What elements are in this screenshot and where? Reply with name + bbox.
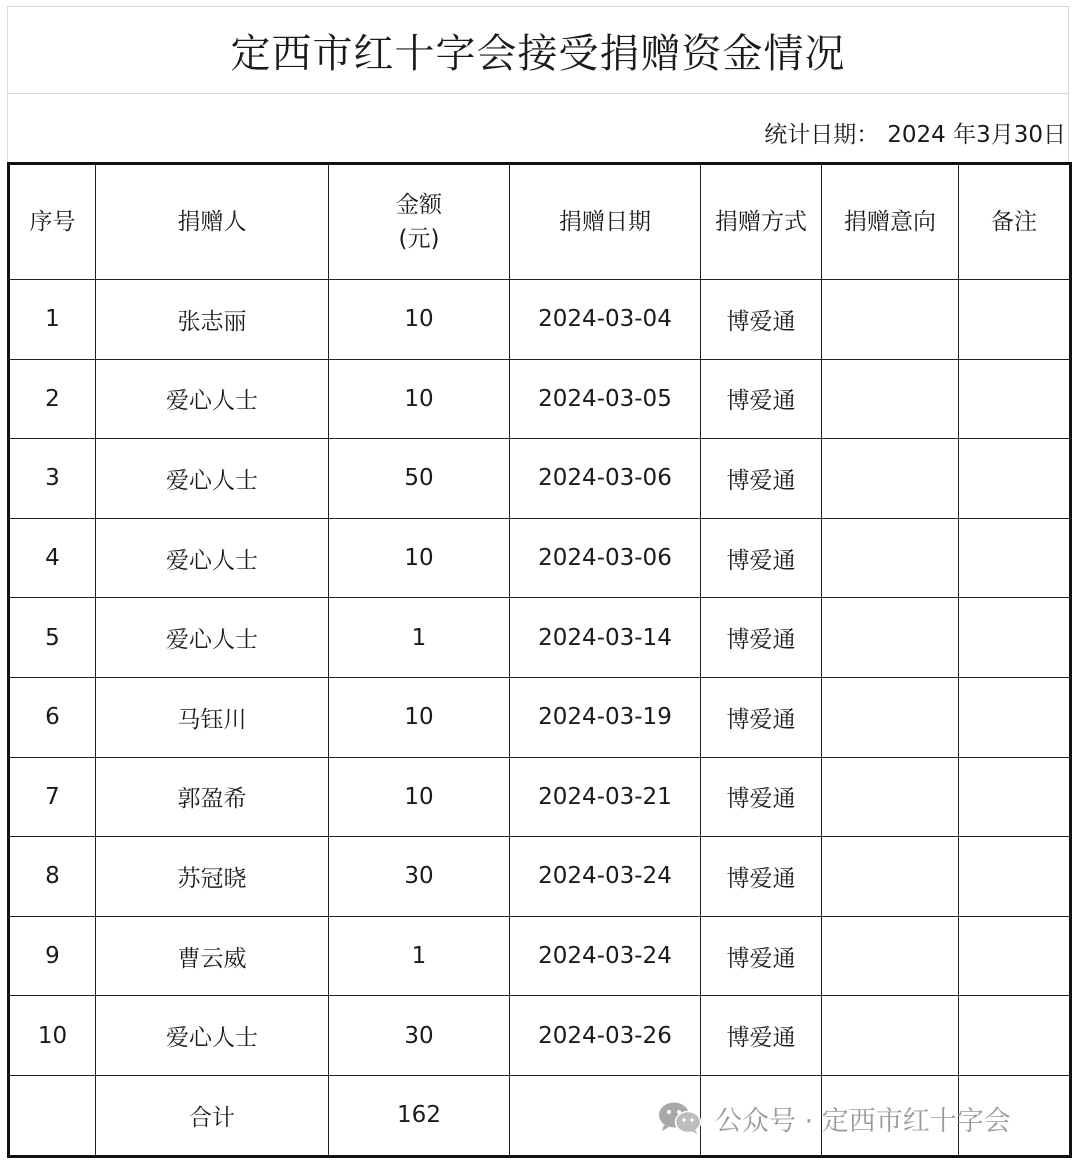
header-donor: 捐赠人 [96, 164, 329, 280]
cell-method: 博爱通 [701, 598, 822, 678]
cell-donor: 张志丽 [96, 280, 329, 360]
cell-method: 博爱通 [701, 996, 822, 1076]
cell-date: 2024-03-24 [510, 837, 701, 917]
cell-donor: 曹云威 [96, 916, 329, 996]
cell-method: 博爱通 [701, 837, 822, 917]
table-row [9, 280, 1071, 360]
cell-intent [822, 359, 959, 439]
header-index: 序号 [9, 164, 96, 280]
cell-amount: 10 [329, 280, 510, 360]
document-sheet [7, 6, 1069, 1156]
cell-amount: 1 [329, 916, 510, 996]
cell-intent [822, 837, 959, 917]
cell-remark [959, 280, 1071, 360]
table-row [9, 598, 1071, 678]
cell-remark [959, 996, 1071, 1076]
cell-index: 3 [9, 439, 96, 519]
cell-index: 2 [9, 359, 96, 439]
cell-index: 10 [9, 996, 96, 1076]
cell-method: 博爱通 [701, 916, 822, 996]
cell-amount: 1 [329, 598, 510, 678]
cell-date: 2024-03-06 [510, 439, 701, 519]
cell-remark [959, 677, 1071, 757]
cell-intent [822, 439, 959, 519]
cell-date: 2024-03-06 [510, 518, 701, 598]
cell-method: 博爱通 [701, 518, 822, 598]
donation-table [7, 162, 1072, 1158]
table-row [9, 677, 1071, 757]
table-row [9, 359, 1071, 439]
cell-date: 2024-03-14 [510, 598, 701, 678]
cell-donor: 爱心人士 [96, 598, 329, 678]
cell-method: 博爱通 [701, 439, 822, 519]
watermark [657, 1098, 1011, 1138]
cell-donor: 苏冠晓 [96, 837, 329, 917]
cell-remark [959, 757, 1071, 837]
table-row [9, 996, 1071, 1076]
cell-method: 博爱通 [701, 359, 822, 439]
cell-remark [959, 518, 1071, 598]
cell-amount: 50 [329, 439, 510, 519]
cell-intent [822, 916, 959, 996]
cell-intent [822, 598, 959, 678]
page-title-box [7, 6, 1069, 94]
cell-index: 9 [9, 916, 96, 996]
header-method: 捐赠方式 [701, 164, 822, 280]
cell-remark [959, 837, 1071, 917]
cell-amount: 30 [329, 996, 510, 1076]
cell-remark [959, 439, 1071, 519]
cell-intent [822, 518, 959, 598]
cell-date: 2024-03-24 [510, 916, 701, 996]
header-amount [329, 164, 510, 280]
header-date: 捐赠日期 [510, 164, 701, 280]
cell-date: 2024-03-26 [510, 996, 701, 1076]
cell-intent [822, 757, 959, 837]
cell-index: 4 [9, 518, 96, 598]
cell-method: 博爱通 [701, 677, 822, 757]
table-row [9, 757, 1071, 837]
cell-intent [822, 280, 959, 360]
total-label: 合计 [96, 1075, 329, 1156]
table-row [9, 837, 1071, 917]
stat-date-row [7, 94, 1069, 162]
cell-remark [959, 598, 1071, 678]
cell-intent [822, 677, 959, 757]
cell-remark [959, 359, 1071, 439]
header-amount-line1: 金额 [396, 192, 442, 218]
cell-donor: 马钰川 [96, 677, 329, 757]
cell-remark [959, 916, 1071, 996]
cell-donor: 爱心人士 [96, 439, 329, 519]
cell-donor: 爱心人士 [96, 518, 329, 598]
cell-index: 7 [9, 757, 96, 837]
table-row [9, 518, 1071, 598]
cell-date: 2024-03-04 [510, 280, 701, 360]
header-intent: 捐赠意向 [822, 164, 959, 280]
cell-amount: 30 [329, 837, 510, 917]
cell-index: 1 [9, 280, 96, 360]
cell-donor: 爱心人士 [96, 996, 329, 1076]
header-remark: 备注 [959, 164, 1071, 280]
table-body [9, 280, 1071, 1157]
total-amount: 162 [329, 1075, 510, 1156]
cell-amount: 10 [329, 518, 510, 598]
cell-amount: 10 [329, 677, 510, 757]
cell-method: 博爱通 [701, 280, 822, 360]
cell-index: 8 [9, 837, 96, 917]
table-row [9, 916, 1071, 996]
cell-amount: 10 [329, 757, 510, 837]
cell-donor: 郭盈希 [96, 757, 329, 837]
cell-donor: 爱心人士 [96, 359, 329, 439]
cell-date: 2024-03-21 [510, 757, 701, 837]
cell-method: 博爱通 [701, 757, 822, 837]
total-index-cell [9, 1075, 96, 1156]
stat-date-value: 2024 年3月30日 [887, 121, 1066, 148]
watermark-text: 公众号 · 定西市红十字会 [715, 1105, 1011, 1137]
cell-amount: 10 [329, 359, 510, 439]
table-row [9, 439, 1071, 519]
page-title: 定西市红十字会接受捐赠资金情况 [230, 30, 846, 77]
cell-intent [822, 996, 959, 1076]
stat-date-label: 统计日期： [764, 121, 880, 148]
cell-date: 2024-03-19 [510, 677, 701, 757]
cell-index: 5 [9, 598, 96, 678]
cell-index: 6 [9, 677, 96, 757]
header-amount-line2: (元) [398, 226, 440, 252]
wechat-icon [657, 1101, 703, 1135]
cell-date: 2024-03-05 [510, 359, 701, 439]
table-header-row [9, 164, 1071, 280]
